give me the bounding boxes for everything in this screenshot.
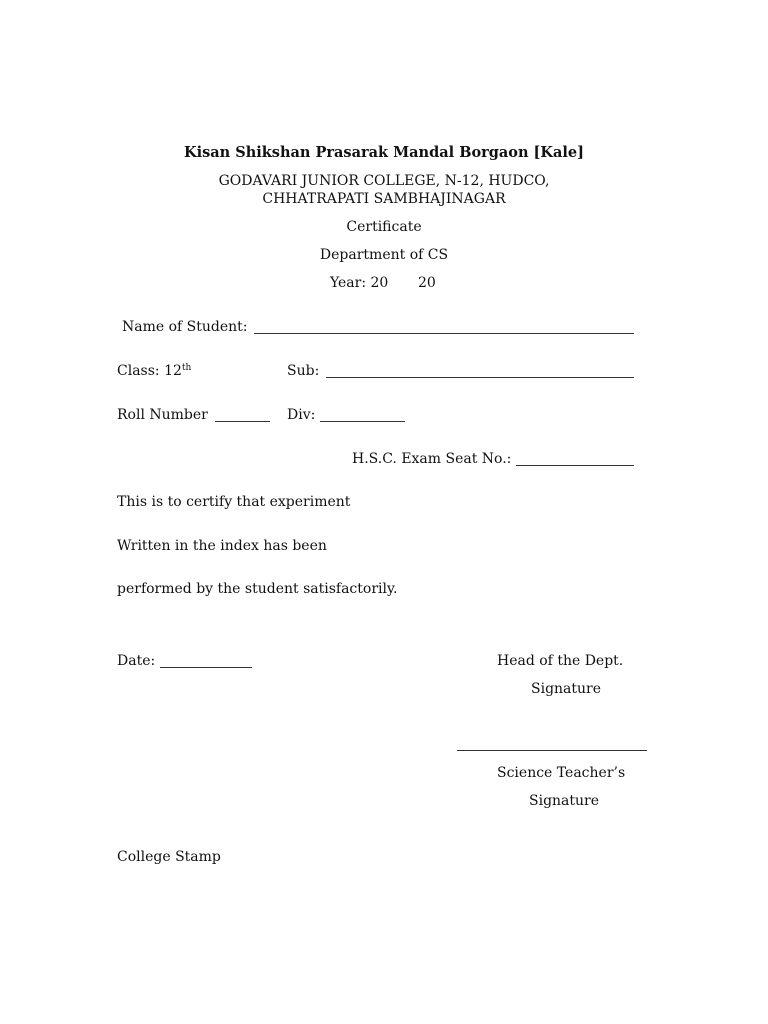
roll-number-blank[interactable] — [215, 421, 270, 422]
college-name-line1: GODAVARI JUNIOR COLLEGE, N-12, HUDCO, — [218, 173, 550, 189]
college-name-line2: CHHATRAPATI SAMBHAJINAGAR — [262, 191, 506, 207]
department-name: Department of CS — [319, 247, 449, 263]
society-name: Kisan Shikshan Prasarak Mandal Borgaon [Kale] — [183, 144, 585, 161]
teacher-signature-line[interactable] — [457, 750, 647, 751]
name-of-student-label: Name of Student: — [122, 319, 248, 335]
certify-line-2: Written in the index has been — [117, 538, 327, 554]
teacher-signature-label: Signature — [529, 793, 600, 809]
class-superscript: th — [181, 363, 192, 373]
subject-blank[interactable] — [326, 377, 634, 378]
name-of-student-blank[interactable] — [254, 333, 634, 334]
exam-seat-blank[interactable] — [516, 465, 634, 466]
year-suffix: 20 — [418, 275, 436, 291]
division-label: Div: — [287, 407, 316, 423]
roll-number-label: Roll Number — [117, 407, 208, 423]
subject-label: Sub: — [287, 363, 320, 379]
exam-seat-label: H.S.C. Exam Seat No.: — [352, 451, 512, 467]
date-blank[interactable] — [160, 667, 252, 668]
division-blank[interactable] — [320, 421, 405, 422]
college-stamp-label: College Stamp — [117, 849, 221, 865]
hod-label: Head of the Dept. — [497, 653, 624, 669]
year-label: Year: 20 — [330, 275, 389, 291]
hod-signature-label: Signature — [531, 681, 602, 697]
certify-line-3: performed by the student satisfactorily. — [117, 581, 398, 597]
class-label: Class: 12th — [117, 363, 192, 379]
document-type: Certificate — [346, 219, 422, 235]
date-label: Date: — [117, 653, 156, 669]
certify-line-1: This is to certify that experiment — [117, 494, 351, 510]
teacher-label: Science Teacher’s — [497, 765, 626, 781]
